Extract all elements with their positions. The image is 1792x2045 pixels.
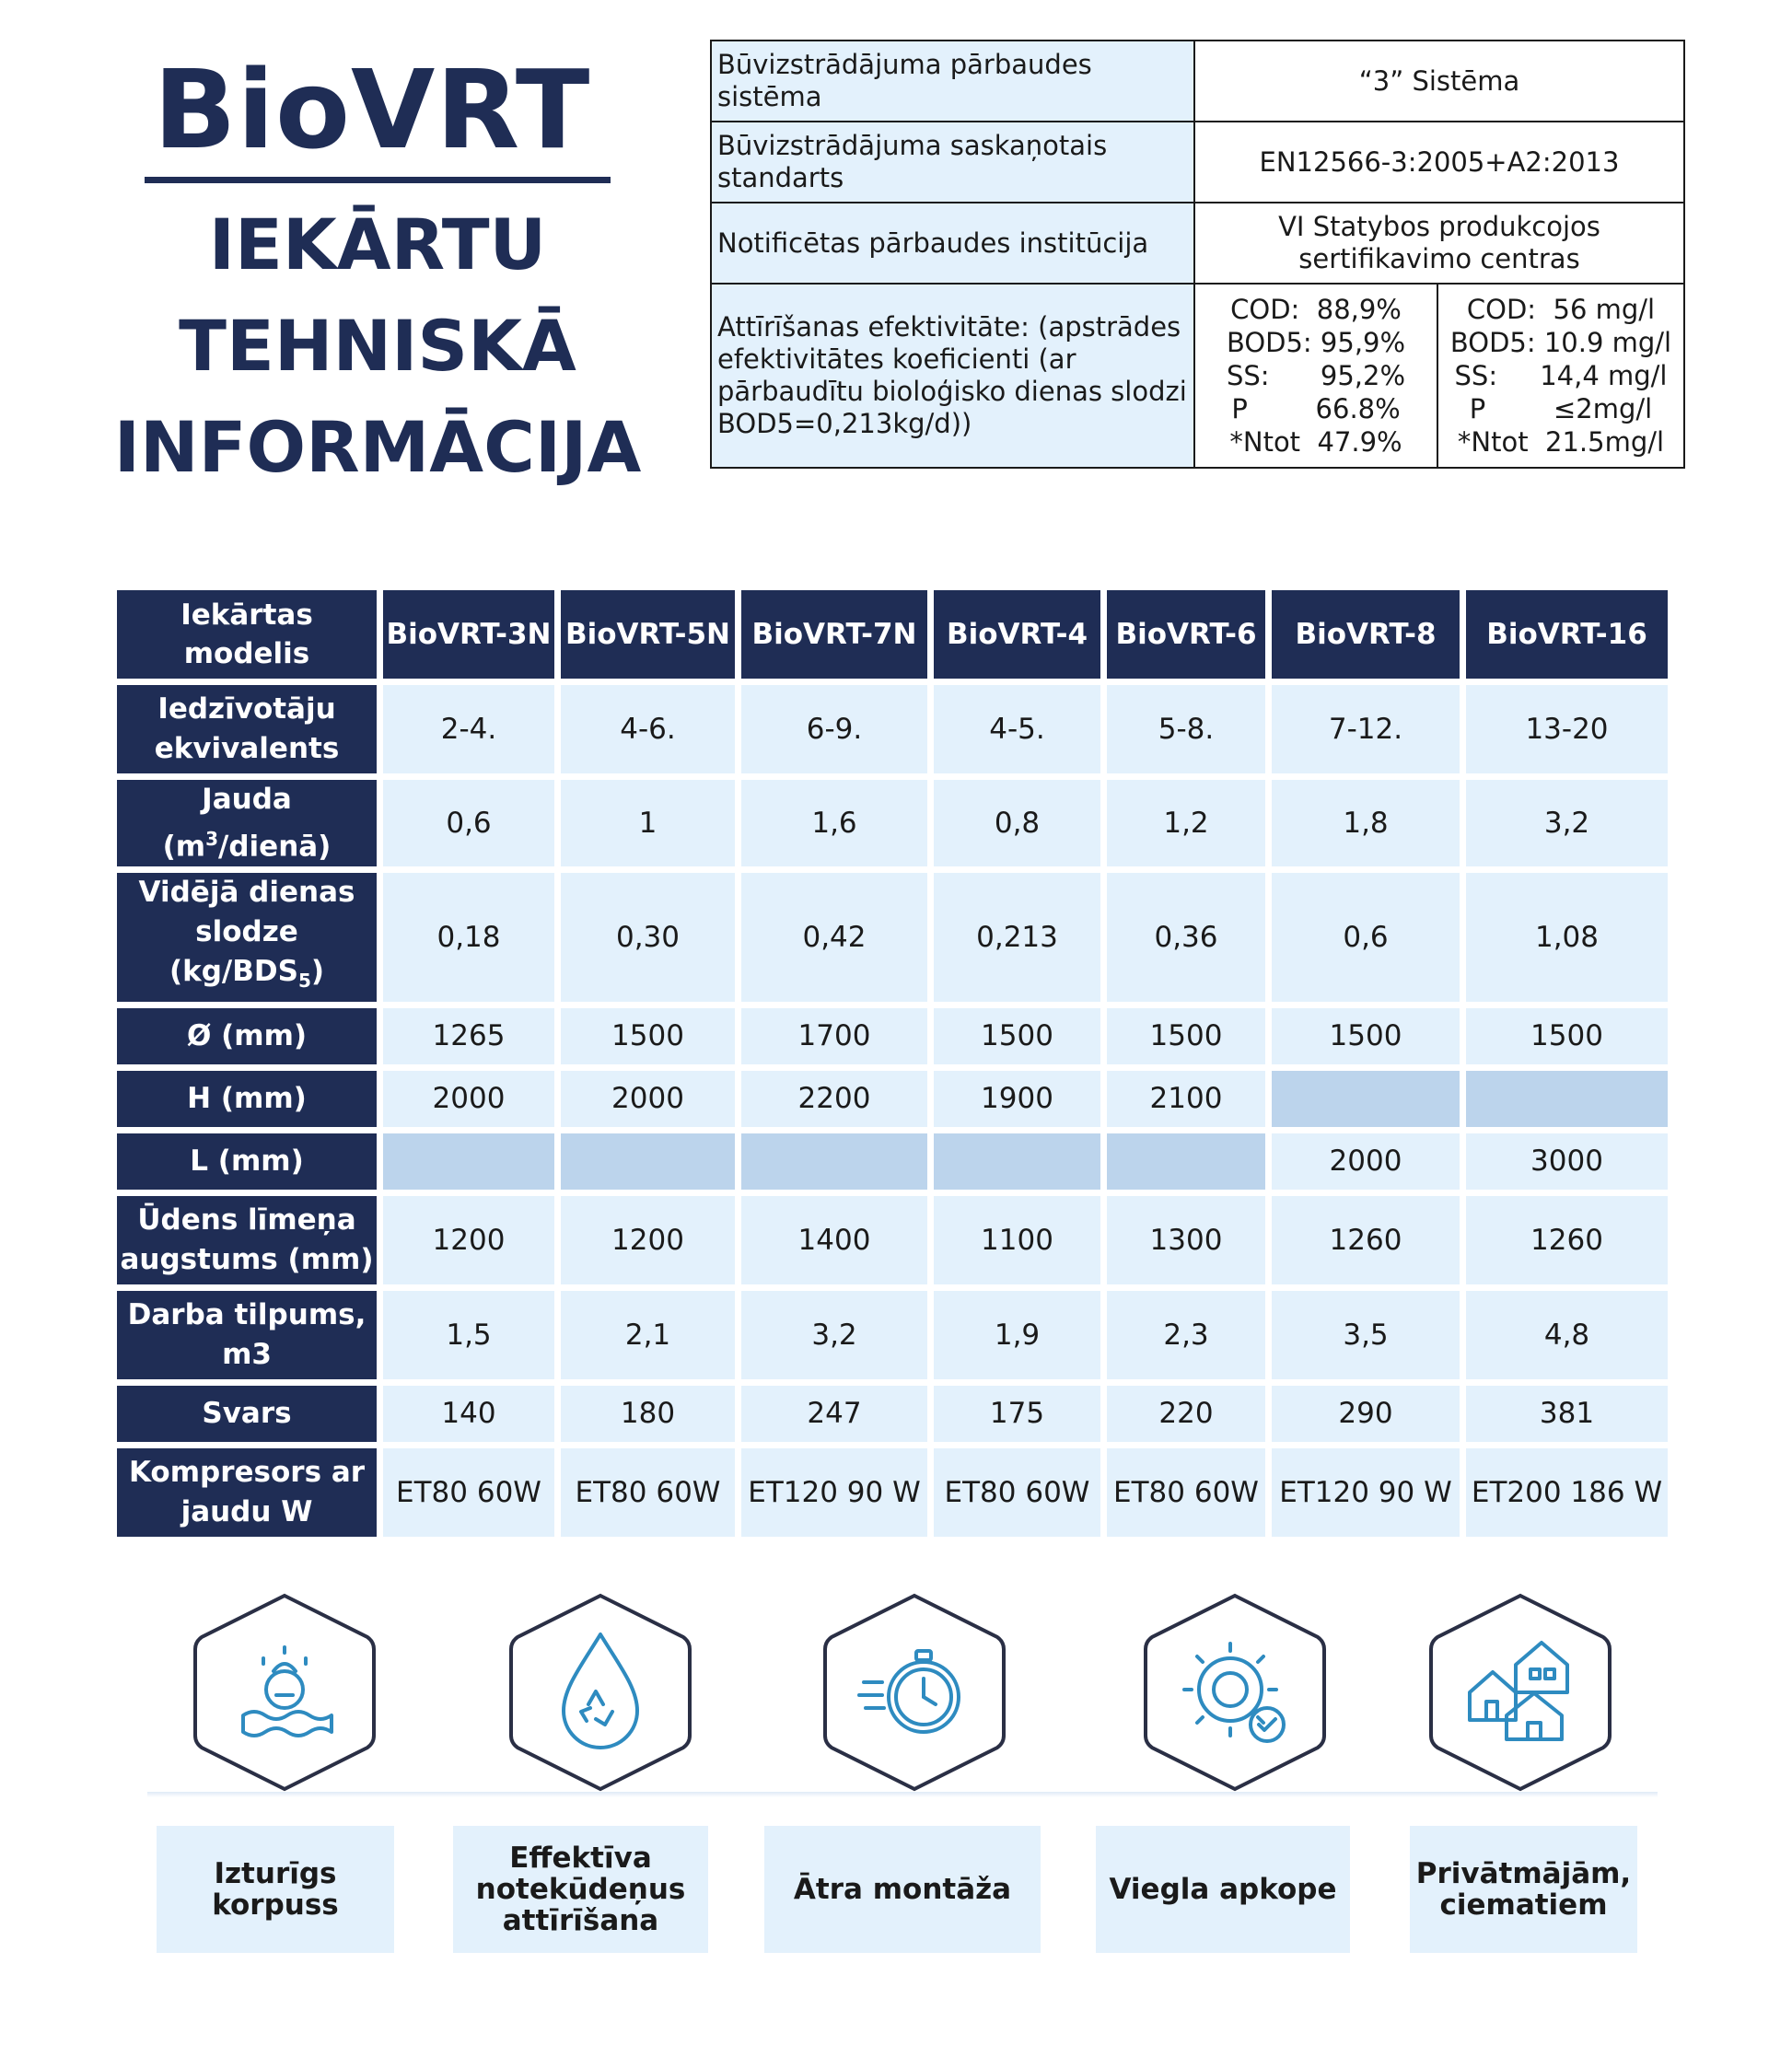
spec-row-label (117, 780, 377, 866)
spec-cell: 0,213 (934, 873, 1100, 1001)
model-header: BioVRT-4 (934, 590, 1100, 679)
cert-value: “3” Sistēma (1194, 41, 1684, 122)
efficiency-line: SS: 14,4 mg/l (1454, 360, 1668, 391)
efficiency-line: SS: 95,2% (1226, 360, 1406, 391)
spec-cell: 1300 (1107, 1196, 1265, 1284)
spec-cell: 1500 (1107, 1008, 1265, 1064)
houses-icon (1414, 1586, 1626, 1798)
spec-cell (1466, 1071, 1668, 1127)
spec-cell: ET120 90 W (741, 1448, 927, 1537)
spec-cell: 2200 (741, 1071, 927, 1127)
spec-cell: 2100 (1107, 1071, 1265, 1127)
efficiency-line: COD: 88,9% (1230, 294, 1402, 325)
spec-cell: 0,18 (383, 873, 554, 1001)
stopwatch-icon (809, 1586, 1020, 1798)
feature-label: Izturīgs korpuss (157, 1826, 394, 1953)
subtitle-line: INFORMĀCIJA (113, 406, 642, 488)
feature-label: Viegla apkope (1096, 1826, 1350, 1953)
cert-value: VI Statybos produkcojos sertifikavimo centras (1194, 203, 1684, 284)
cert-label: Būvizstrādājuma saskaņotais standarts (711, 122, 1194, 203)
spec-row (117, 1133, 1668, 1190)
efficiency-line: COD: 56 mg/l (1466, 294, 1656, 325)
efficiency-line: P 66.8% (1231, 393, 1401, 424)
spec-cell: 0,6 (1272, 873, 1460, 1001)
spec-cell (934, 1133, 1100, 1190)
spec-cell: ET80 60W (1107, 1448, 1265, 1537)
label-text: Vidējā dienas slodze (kg/BDS (138, 876, 355, 989)
spec-row-label (117, 873, 377, 1001)
spec-row (117, 873, 1668, 1001)
spec-row (117, 1448, 1668, 1537)
spec-cell: 2000 (1272, 1133, 1460, 1190)
spec-cell: 3,2 (741, 1291, 927, 1379)
spec-cell: 1500 (934, 1008, 1100, 1064)
spec-cell: 3,5 (1272, 1291, 1460, 1379)
spec-cell: 290 (1272, 1386, 1460, 1442)
spec-row (117, 1008, 1668, 1064)
spec-cell: 1500 (1466, 1008, 1668, 1064)
spec-cell: 3000 (1466, 1133, 1668, 1190)
spec-cell: 1500 (561, 1008, 735, 1064)
subtitle (55, 194, 700, 498)
spec-row-label: Svars (117, 1386, 377, 1442)
cert-row (711, 41, 1684, 122)
spec-cell (741, 1133, 927, 1190)
label-text: /dienā) (218, 830, 332, 864)
spec-cell: 2000 (383, 1071, 554, 1127)
spec-cell: 1700 (741, 1008, 927, 1064)
spec-cell: 1260 (1466, 1196, 1668, 1284)
feature-label: Ātra montāža (764, 1826, 1041, 1953)
spec-cell: 175 (934, 1386, 1100, 1442)
efficiency-mgl-cell (1437, 284, 1684, 468)
spec-cell: 2-4. (383, 685, 554, 773)
cert-label: Notificētas pārbaudes institūcija (711, 203, 1194, 284)
spec-cell: 1500 (1272, 1008, 1460, 1064)
spec-cell: 1265 (383, 1008, 554, 1064)
spec-row-label: Darba tilpums, m3 (117, 1291, 377, 1379)
gear-wrench-check-icon (1129, 1586, 1341, 1798)
model-header: BioVRT-5N (561, 590, 735, 679)
spec-header-row (117, 590, 1668, 679)
label-script: 3 (205, 828, 219, 850)
spec-cell: 0,6 (383, 780, 554, 866)
spec-cell: 1,5 (383, 1291, 554, 1379)
spec-row (117, 1291, 1668, 1379)
spec-cell: 1 (561, 780, 735, 866)
spec-cell: 1200 (561, 1196, 735, 1284)
cert-row (711, 122, 1684, 203)
kettlebell-icon (179, 1586, 390, 1798)
efficiency-percent-cell (1194, 284, 1437, 468)
spec-cell: 4-6. (561, 685, 735, 773)
spec-row-label: Ūdens līmeņa augstums (mm) (117, 1196, 377, 1284)
spec-row-label: L (mm) (117, 1133, 377, 1190)
spec-row (117, 685, 1668, 773)
feature-label: Privātmājām, ciematiem (1410, 1826, 1637, 1953)
efficiency-line: P ≤2mg/l (1469, 393, 1653, 424)
spec-cell: 2000 (561, 1071, 735, 1127)
cert-row (711, 284, 1684, 468)
spec-cell: 1,9 (934, 1291, 1100, 1379)
efficiency-line: BOD5: 95,9% (1226, 327, 1406, 358)
spec-table (111, 584, 1674, 1543)
spec-cell: 5-8. (1107, 685, 1265, 773)
spec-cell: 381 (1466, 1386, 1668, 1442)
spec-cell: 2,3 (1107, 1291, 1265, 1379)
spec-cell: 0,42 (741, 873, 927, 1001)
spec-cell: ET80 60W (561, 1448, 735, 1537)
efficiency-line: *Ntot 47.9% (1229, 426, 1402, 458)
spec-cell: 0,8 (934, 780, 1100, 866)
model-header: BioVRT-6 (1107, 590, 1265, 679)
spec-cell: 3,2 (1466, 780, 1668, 866)
spec-cell: 2,1 (561, 1291, 735, 1379)
spec-cell (1272, 1071, 1460, 1127)
cert-row (711, 203, 1684, 284)
spec-cell: 1,6 (741, 780, 927, 866)
subtitle-line: IEKĀRTU (208, 203, 547, 285)
spec-cell (561, 1133, 735, 1190)
label-text: Jauda (m (162, 783, 292, 864)
spec-cell: 1100 (934, 1196, 1100, 1284)
spec-row-label: Iedzīvotāju ekvivalents (117, 685, 377, 773)
spec-cell (1107, 1133, 1265, 1190)
spec-cell: 1,8 (1272, 780, 1460, 866)
spec-cell: ET80 60W (383, 1448, 554, 1537)
spec-row-label: Kompresors ar jaudu W (117, 1448, 377, 1537)
spec-cell: ET120 90 W (1272, 1448, 1460, 1537)
subtitle-line: TEHNISKĀ (179, 305, 576, 387)
certification-table (710, 40, 1685, 469)
spec-cell: 180 (561, 1386, 735, 1442)
spec-cell: ET200 186 W (1466, 1448, 1668, 1537)
brand-title: BioVRT (145, 55, 611, 183)
cert-label: Būvizstrādājuma pārbaudes sistēma (711, 41, 1194, 122)
spec-cell (383, 1133, 554, 1190)
spec-cell: 1900 (934, 1071, 1100, 1127)
spec-row (117, 780, 1668, 866)
water-drop-recycle-icon (495, 1586, 706, 1798)
cert-value: EN12566-3:2005+A2:2013 (1194, 122, 1684, 203)
spec-corner-header: Iekārtas modelis (117, 590, 377, 679)
feature-label: Effektīva notekūdeņus attīrīšana (453, 1826, 708, 1953)
cert-label: Attīrīšanas efektivitāte: (apstrādes efektivitātes koeficienti (ar pārbaudītu bioloģisko dienas slodzi BOD5=0,213kg/d)) (711, 284, 1194, 468)
spec-cell: ET80 60W (934, 1448, 1100, 1537)
model-header: BioVRT-3N (383, 590, 554, 679)
spec-cell: 0,30 (561, 873, 735, 1001)
title-block (55, 46, 700, 498)
spec-row-label: H (mm) (117, 1071, 377, 1127)
model-header: BioVRT-8 (1272, 590, 1460, 679)
spec-cell: 6-9. (741, 685, 927, 773)
spec-row (117, 1196, 1668, 1284)
label-text: ) (310, 955, 325, 989)
spec-row-label: Ø (mm) (117, 1008, 377, 1064)
spec-cell: 4-5. (934, 685, 1100, 773)
spec-cell: 140 (383, 1386, 554, 1442)
spec-cell: 1400 (741, 1196, 927, 1284)
efficiency-line: BOD5: 10.9 mg/l (1449, 327, 1672, 358)
spec-cell: 4,8 (1466, 1291, 1668, 1379)
efficiency-line: *Ntot 21.5mg/l (1457, 426, 1665, 458)
spec-cell: 1,2 (1107, 780, 1265, 866)
spec-cell: 1,08 (1466, 873, 1668, 1001)
model-header: BioVRT-16 (1466, 590, 1668, 679)
spec-cell: 13-20 (1466, 685, 1668, 773)
spec-cell: 1260 (1272, 1196, 1460, 1284)
spec-cell: 220 (1107, 1386, 1265, 1442)
model-header: BioVRT-7N (741, 590, 927, 679)
spec-cell: 0,36 (1107, 873, 1265, 1001)
spec-row (117, 1071, 1668, 1127)
spec-cell: 7-12. (1272, 685, 1460, 773)
label-script: 5 (297, 970, 311, 993)
spec-cell: 247 (741, 1386, 927, 1442)
spec-row (117, 1386, 1668, 1442)
spec-cell: 1200 (383, 1196, 554, 1284)
